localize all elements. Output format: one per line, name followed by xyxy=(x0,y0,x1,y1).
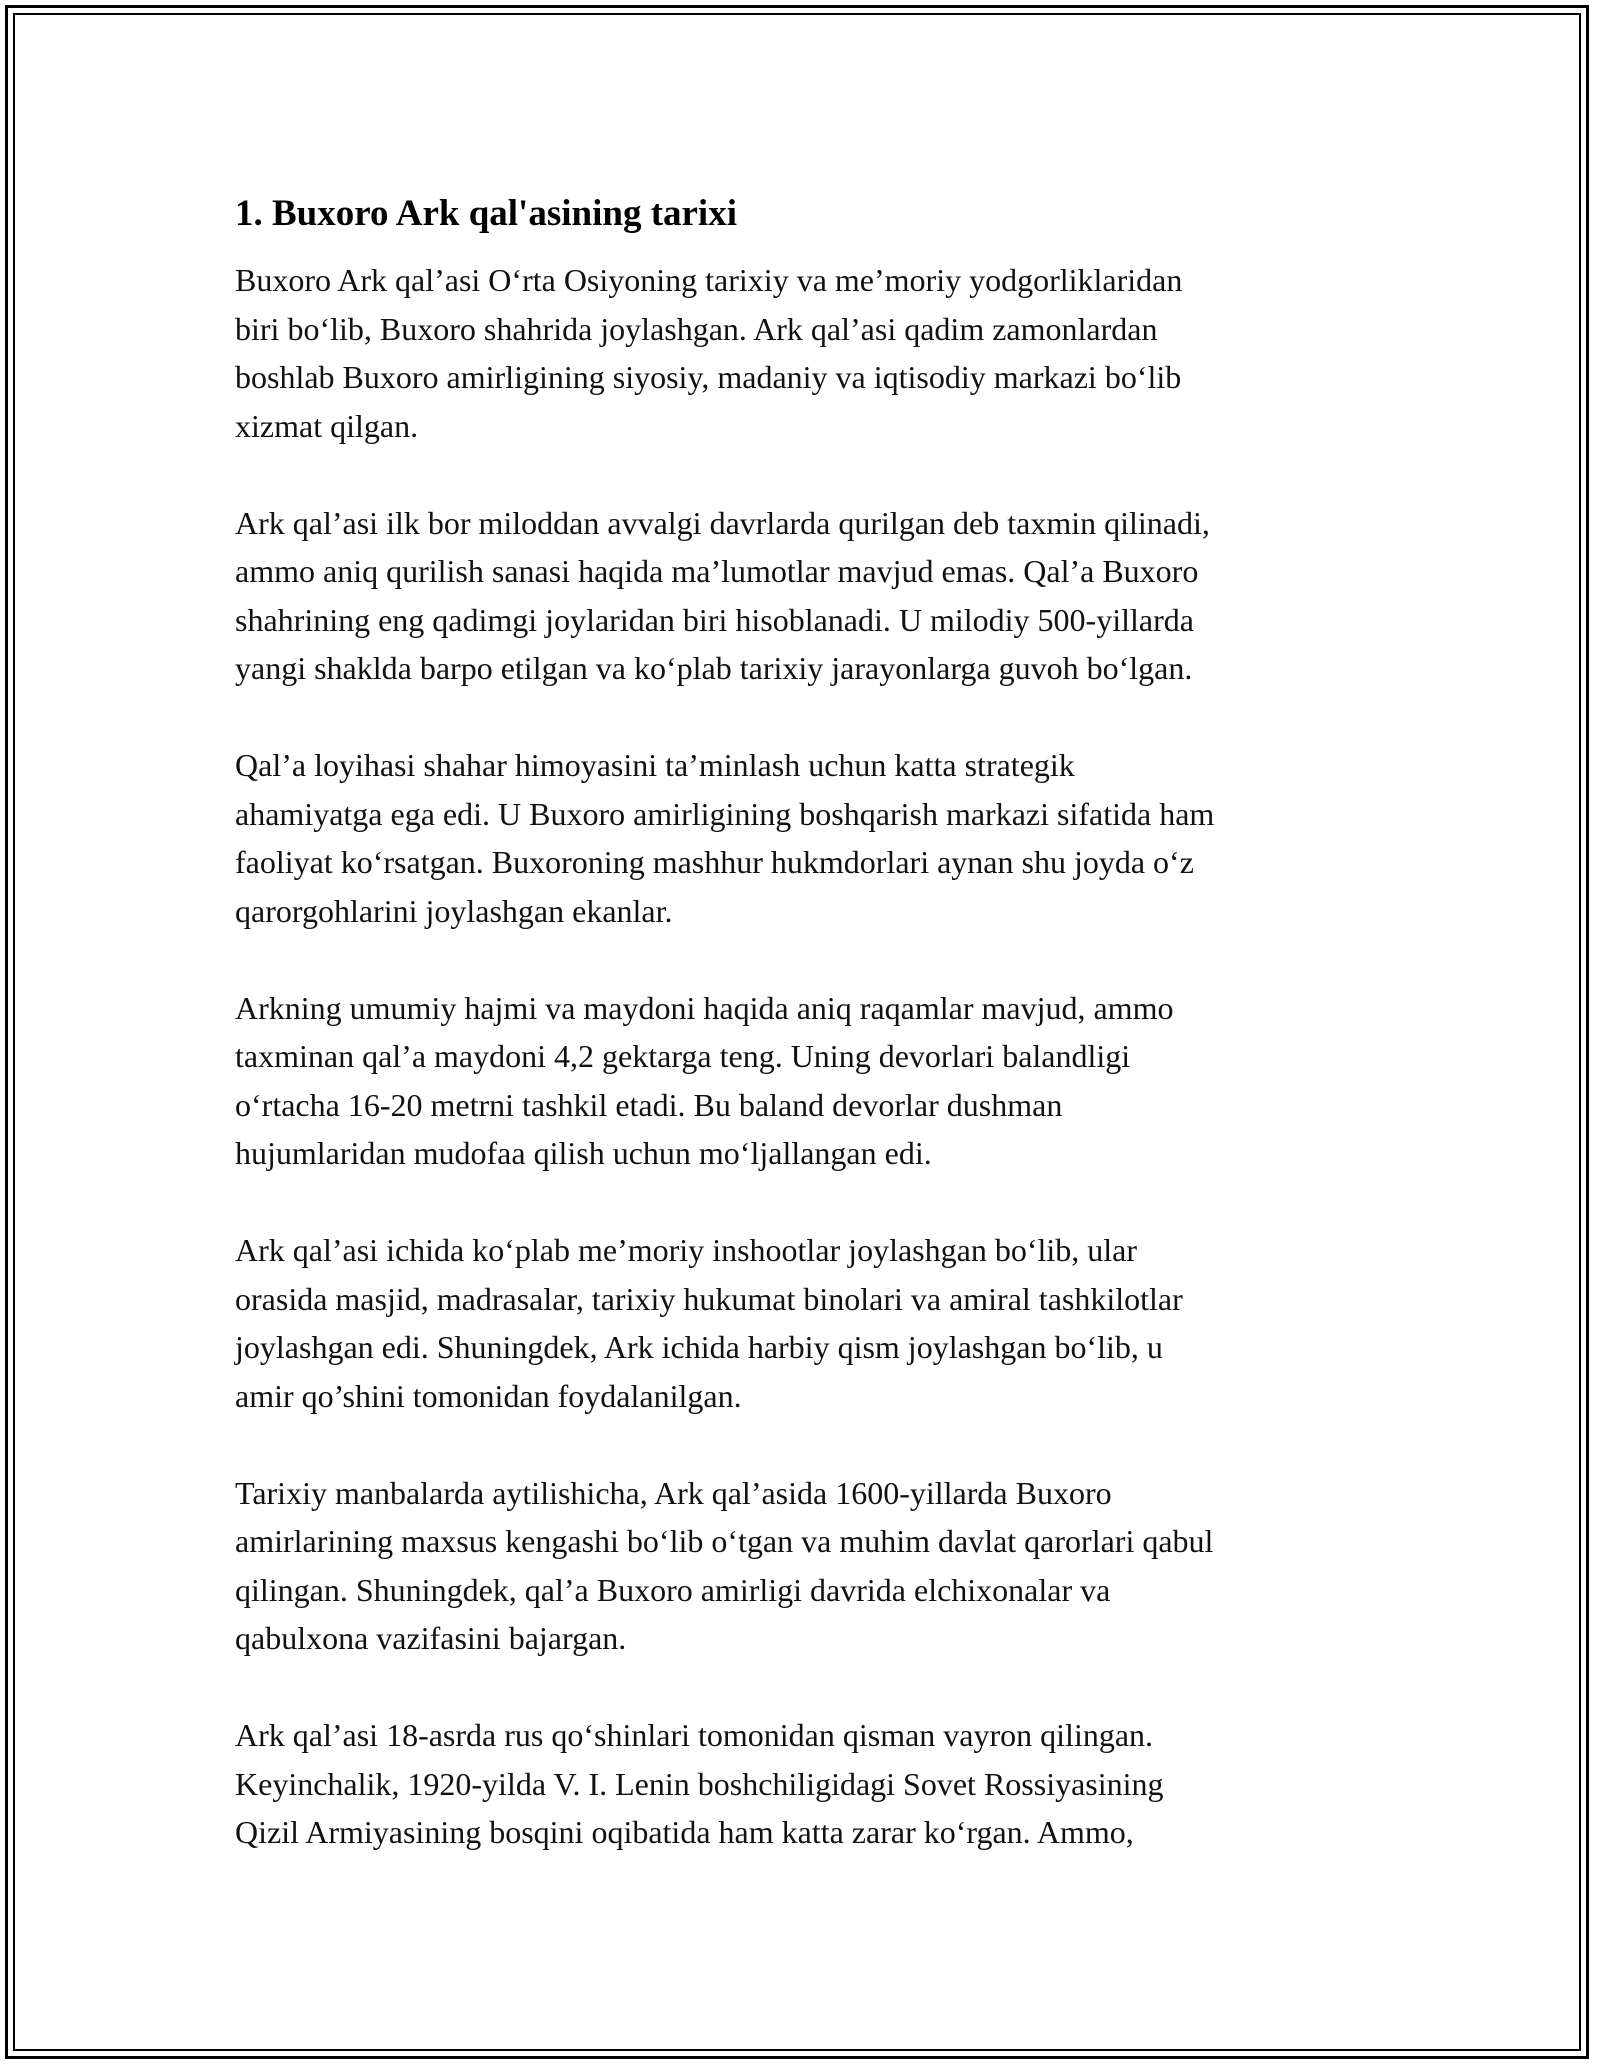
text-line: qabulxona vazifasini bajargan. xyxy=(235,1620,627,1656)
text-line: joylashgan edi. Shuningdek, Ark ichida harbiy qism joylashgan bo‘lib, u xyxy=(235,1329,1163,1365)
paragraph-3 xyxy=(235,741,1370,935)
text-line: Ark qal’asi ilk bor miloddan avvalgi davrlarda qurilgan deb taxmin qilinadi, xyxy=(235,504,1210,541)
text-line: o‘rtacha 16-20 metrni tashkil etadi. Bu baland devorlar dushman xyxy=(235,1086,1063,1123)
text-line: Qal’a loyihasi shahar himoyasini ta’minlash uchun katta strategik xyxy=(235,747,1075,783)
text-line: qilingan. Shuningdek, qal’a Buxoro amirligi davrida elchixonalar va xyxy=(235,1571,1111,1608)
text-line: qarorgohlarini joylashgan ekanlar. xyxy=(235,892,673,929)
paragraph-4 xyxy=(235,984,1370,1178)
text-line: Buxoro Ark qal’asi O‘rta Osiyoning tarixiy va me’moriy yodgorliklaridan xyxy=(235,262,1183,298)
text-line: orasida masjid, madrasalar, tarixiy hukumat binolari va amiral tashkilotlar xyxy=(235,1280,1183,1317)
paragraph-2 xyxy=(235,499,1370,693)
text-line: taxminan qal’a maydoni 4,2 gektarga teng. Uning devorlari balandligi xyxy=(235,1038,1131,1074)
text-line: xizmat qilgan. xyxy=(235,407,419,444)
text-line: biri bo‘lib, Buxoro shahrida joylashgan. Ark qal’asi qadim zamonlardan xyxy=(235,310,1158,347)
text-line: boshlab Buxoro amirligining siyosiy, madaniy va iqtisodiy markazi bo‘lib xyxy=(235,359,1182,395)
paragraph-7 xyxy=(235,1711,1370,1857)
text-line: Ark qal’asi ichida ko‘plab me’moriy inshootlar joylashgan bo‘lib, ular xyxy=(235,1232,1137,1268)
text-line: amir qo’shini tomonidan foydalanilgan. xyxy=(235,1377,742,1414)
text-line: shahrining eng qadimgi joylaridan biri hisoblanadi. U milodiy 500-yillarda xyxy=(235,601,1194,638)
section-heading: 1. Buxoro Ark qal'asining tarixi xyxy=(235,193,737,234)
text-line: Arkning umumiy hajmi va maydoni haqida aniq raqamlar mavjud, ammo xyxy=(235,989,1174,1026)
paragraph-6 xyxy=(235,1469,1370,1663)
text-line: Tarixiy manbalarda aytilishicha, Ark qal’asida 1600-yillarda Buxoro xyxy=(235,1474,1112,1511)
text-line: Keyinchalik, 1920-yilda V. I. Lenin boshchiligidagi Sovet Rossiyasining xyxy=(235,1765,1164,1802)
text-line: hujumlaridan mudofaa qilish uchun mo‘ljallangan edi. xyxy=(235,1135,932,1171)
text-line: ammo aniq qurilish sanasi haqida ma’lumotlar mavjud emas. Qal’a Buxoro xyxy=(235,553,1199,589)
paragraph-1 xyxy=(235,256,1370,450)
text-line: yangi shaklda barpo etilgan va ko‘plab tarixiy jarayonlarga guvoh bo‘lgan. xyxy=(235,650,1193,686)
text-line: amirlarining maxsus kengashi bo‘lib o‘tgan va muhim davlat qarorlari qabul xyxy=(235,1523,1214,1559)
text-line: faoliyat ko‘rsatgan. Buxoroning mashhur hukmdorlari aynan shu joyda o‘z xyxy=(235,844,1194,880)
text-line: ahamiyatga ega edi. U Buxoro amirligining boshqarish markazi sifatida ham xyxy=(235,795,1215,832)
paragraph-5 xyxy=(235,1226,1370,1420)
text-line: Qizil Armiyasining bosqini oqibatida ham katta zarar ko‘rgan. Ammo, xyxy=(235,1814,1134,1850)
document-body xyxy=(235,188,1370,1905)
text-line: Ark qal’asi 18-asrda rus qo‘shinlari tomonidan qisman vayron qilingan. xyxy=(235,1717,1154,1753)
